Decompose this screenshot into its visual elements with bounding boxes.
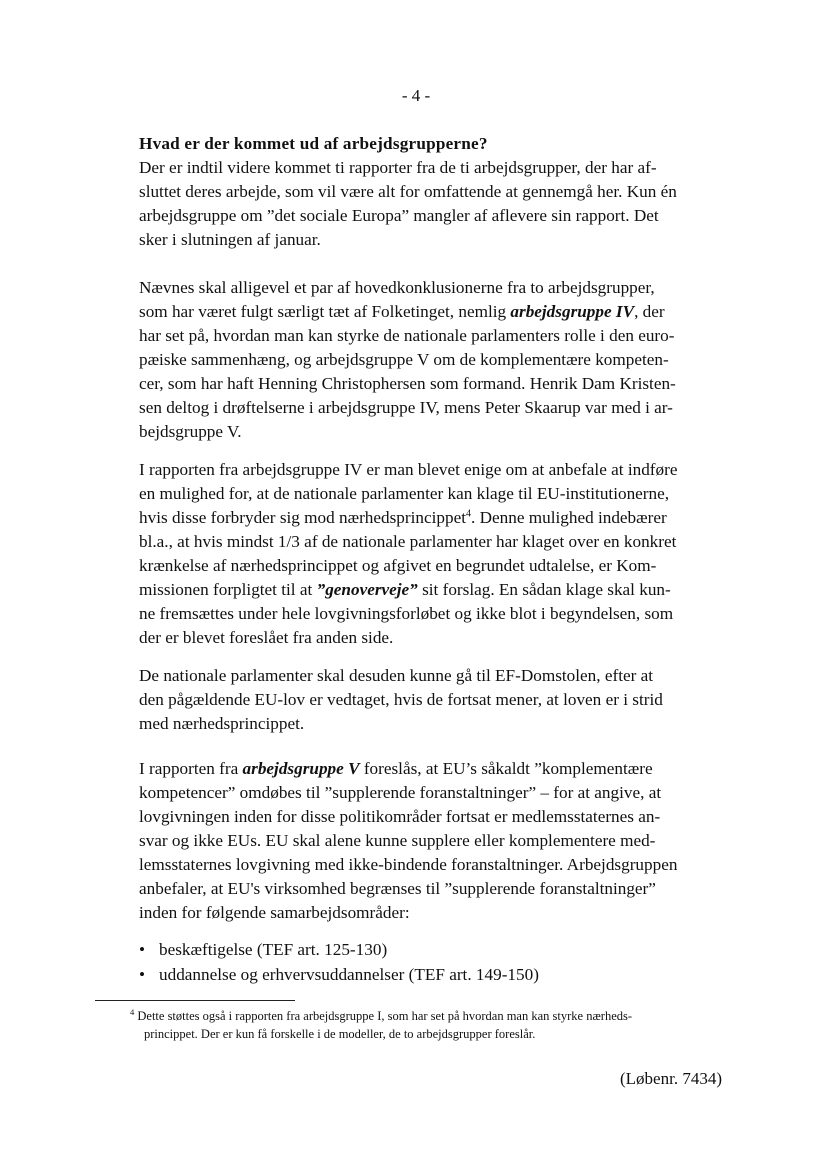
paragraph-line: sluttet deres arbejde, som vil være alt for omfattende at gennemgå her. Kun én xyxy=(139,182,677,201)
emphasis-text: arbejdsgruppe V xyxy=(242,759,360,778)
footnote-line xyxy=(130,1008,632,1025)
paragraph-line: cer, som har haft Henning Christophersen som formand. Henrik Dam Kristen- xyxy=(139,374,676,393)
paragraph-line xyxy=(139,757,653,781)
footnote-divider xyxy=(95,1000,295,1001)
paragraph-line: sen deltog i drøftelserne i arbejdsgruppe IV, mens Peter Skaarup var med i ar- xyxy=(139,398,673,417)
text-run: missionen forpligtet til at xyxy=(139,580,317,599)
footnote-reference: 4 xyxy=(466,508,471,520)
paragraph-line: Der er indtil videre kommet ti rapporter fra de ti arbejdsgrupper, der har af- xyxy=(139,158,657,177)
text-run: I rapporten fra xyxy=(139,759,243,778)
paragraph-line xyxy=(139,506,667,530)
paragraph-line: De nationale parlamenter skal desuden kunne gå til EF-Domstolen, efter at xyxy=(139,666,654,685)
bullet-text: beskæftigelse (TEF art. 125-130) xyxy=(159,940,388,959)
footnote-marker: 4 xyxy=(130,1006,135,1017)
text-run: som har været fulgt særligt tæt af Folketinget, nemlig xyxy=(139,302,511,321)
paragraph-line: svar og ikke EUs. EU skal alene kunne supplere eller komplementere med- xyxy=(139,831,656,850)
page-number: - 4 - xyxy=(401,86,431,105)
paragraph-line: har set på, hvordan man kan styrke de nationale parlamenters rolle i den euro- xyxy=(139,326,675,345)
emphasis-text: arbejdsgruppe IV xyxy=(510,302,635,321)
bullet-marker: • xyxy=(139,965,146,984)
paragraph-line: Nævnes skal alligevel et par af hovedkonklusionerne fra to arbejdsgrupper, xyxy=(139,278,655,297)
paragraph-line: ne fremsættes under hele lovgivningsforløbet og ikke blot i begyndelsen, som xyxy=(139,604,674,623)
paragraph-line: krænkelse af nærhedsprincippet og afgivet en begrundet udtalelse, er Kom- xyxy=(139,556,657,575)
paragraph-line: lovgivningen inden for disse politikområder fortsat er medlemsstaternes an- xyxy=(139,807,661,826)
text-run: foreslås, at EU’s såkaldt ”komplementære xyxy=(359,759,653,778)
serial-number: (Løbenr. 7434) xyxy=(620,1069,722,1088)
text-run: . Denne mulighed indebærer xyxy=(471,508,667,527)
paragraph-line xyxy=(139,300,665,324)
text-run: , der xyxy=(634,302,665,321)
paragraph-line: en mulighed for, at de nationale parlamenter kan klage til EU-institutionerne, xyxy=(139,484,670,503)
emphasis-text: ”genoverveje” xyxy=(316,580,418,599)
footnote-text: Dette støttes også i rapporten fra arbejdsgruppe I, som har set på hvordan man kan styrke nærheds- xyxy=(134,1009,633,1023)
paragraph-line: lemsstaternes lovgivning med ikke-bindende foranstaltninger. Arbejdsgruppen xyxy=(139,855,678,874)
paragraph-line: bejdsgruppe V. xyxy=(139,422,242,441)
paragraph-line: arbejdsgruppe om ”det sociale Europa” mangler af aflevere sin rapport. Det xyxy=(139,206,659,225)
paragraph-line: bl.a., at hvis mindst 1/3 af de nationale parlamenter har klaget over en konkret xyxy=(139,532,677,551)
bullet-text: uddannelse og erhvervsuddannelser (TEF art. 149-150) xyxy=(159,965,539,984)
paragraph-line: med nærhedsprincippet. xyxy=(139,714,305,733)
paragraph-line: pæiske sammenhæng, og arbejdsgruppe V om de komplementære kompeten- xyxy=(139,350,669,369)
bullet-marker: • xyxy=(139,940,146,959)
paragraph-line: inden for følgende samarbejdsområder: xyxy=(139,903,410,922)
paragraph-line: der er blevet foreslået fra anden side. xyxy=(139,628,394,647)
paragraph-line: kompetencer” omdøbes til ”supplerende foranstaltninger” – for at angive, at xyxy=(139,783,662,802)
paragraph-line: sker i slutningen af januar. xyxy=(139,230,321,249)
text-run: sit forslag. En sådan klage skal kun- xyxy=(417,580,671,599)
paragraph-line xyxy=(139,578,671,602)
footnote-line: princippet. Der er kun få forskelle i de modeller, de to arbejdsgrupper foreslår. xyxy=(144,1027,536,1041)
paragraph-line: anbefaler, at EU's virksomhed begrænses til ”supplerende foranstaltninger” xyxy=(139,879,656,898)
section-heading: Hvad er der kommet ud af arbejdsgrupperne? xyxy=(139,134,488,153)
paragraph-line: I rapporten fra arbejdsgruppe IV er man blevet enige om at anbefale at indføre xyxy=(139,460,678,479)
text-run: hvis disse forbryder sig mod nærhedsprincippet xyxy=(139,508,466,527)
paragraph-line: den pågældende EU-lov er vedtaget, hvis de fortsat mener, at loven er i strid xyxy=(139,690,663,709)
